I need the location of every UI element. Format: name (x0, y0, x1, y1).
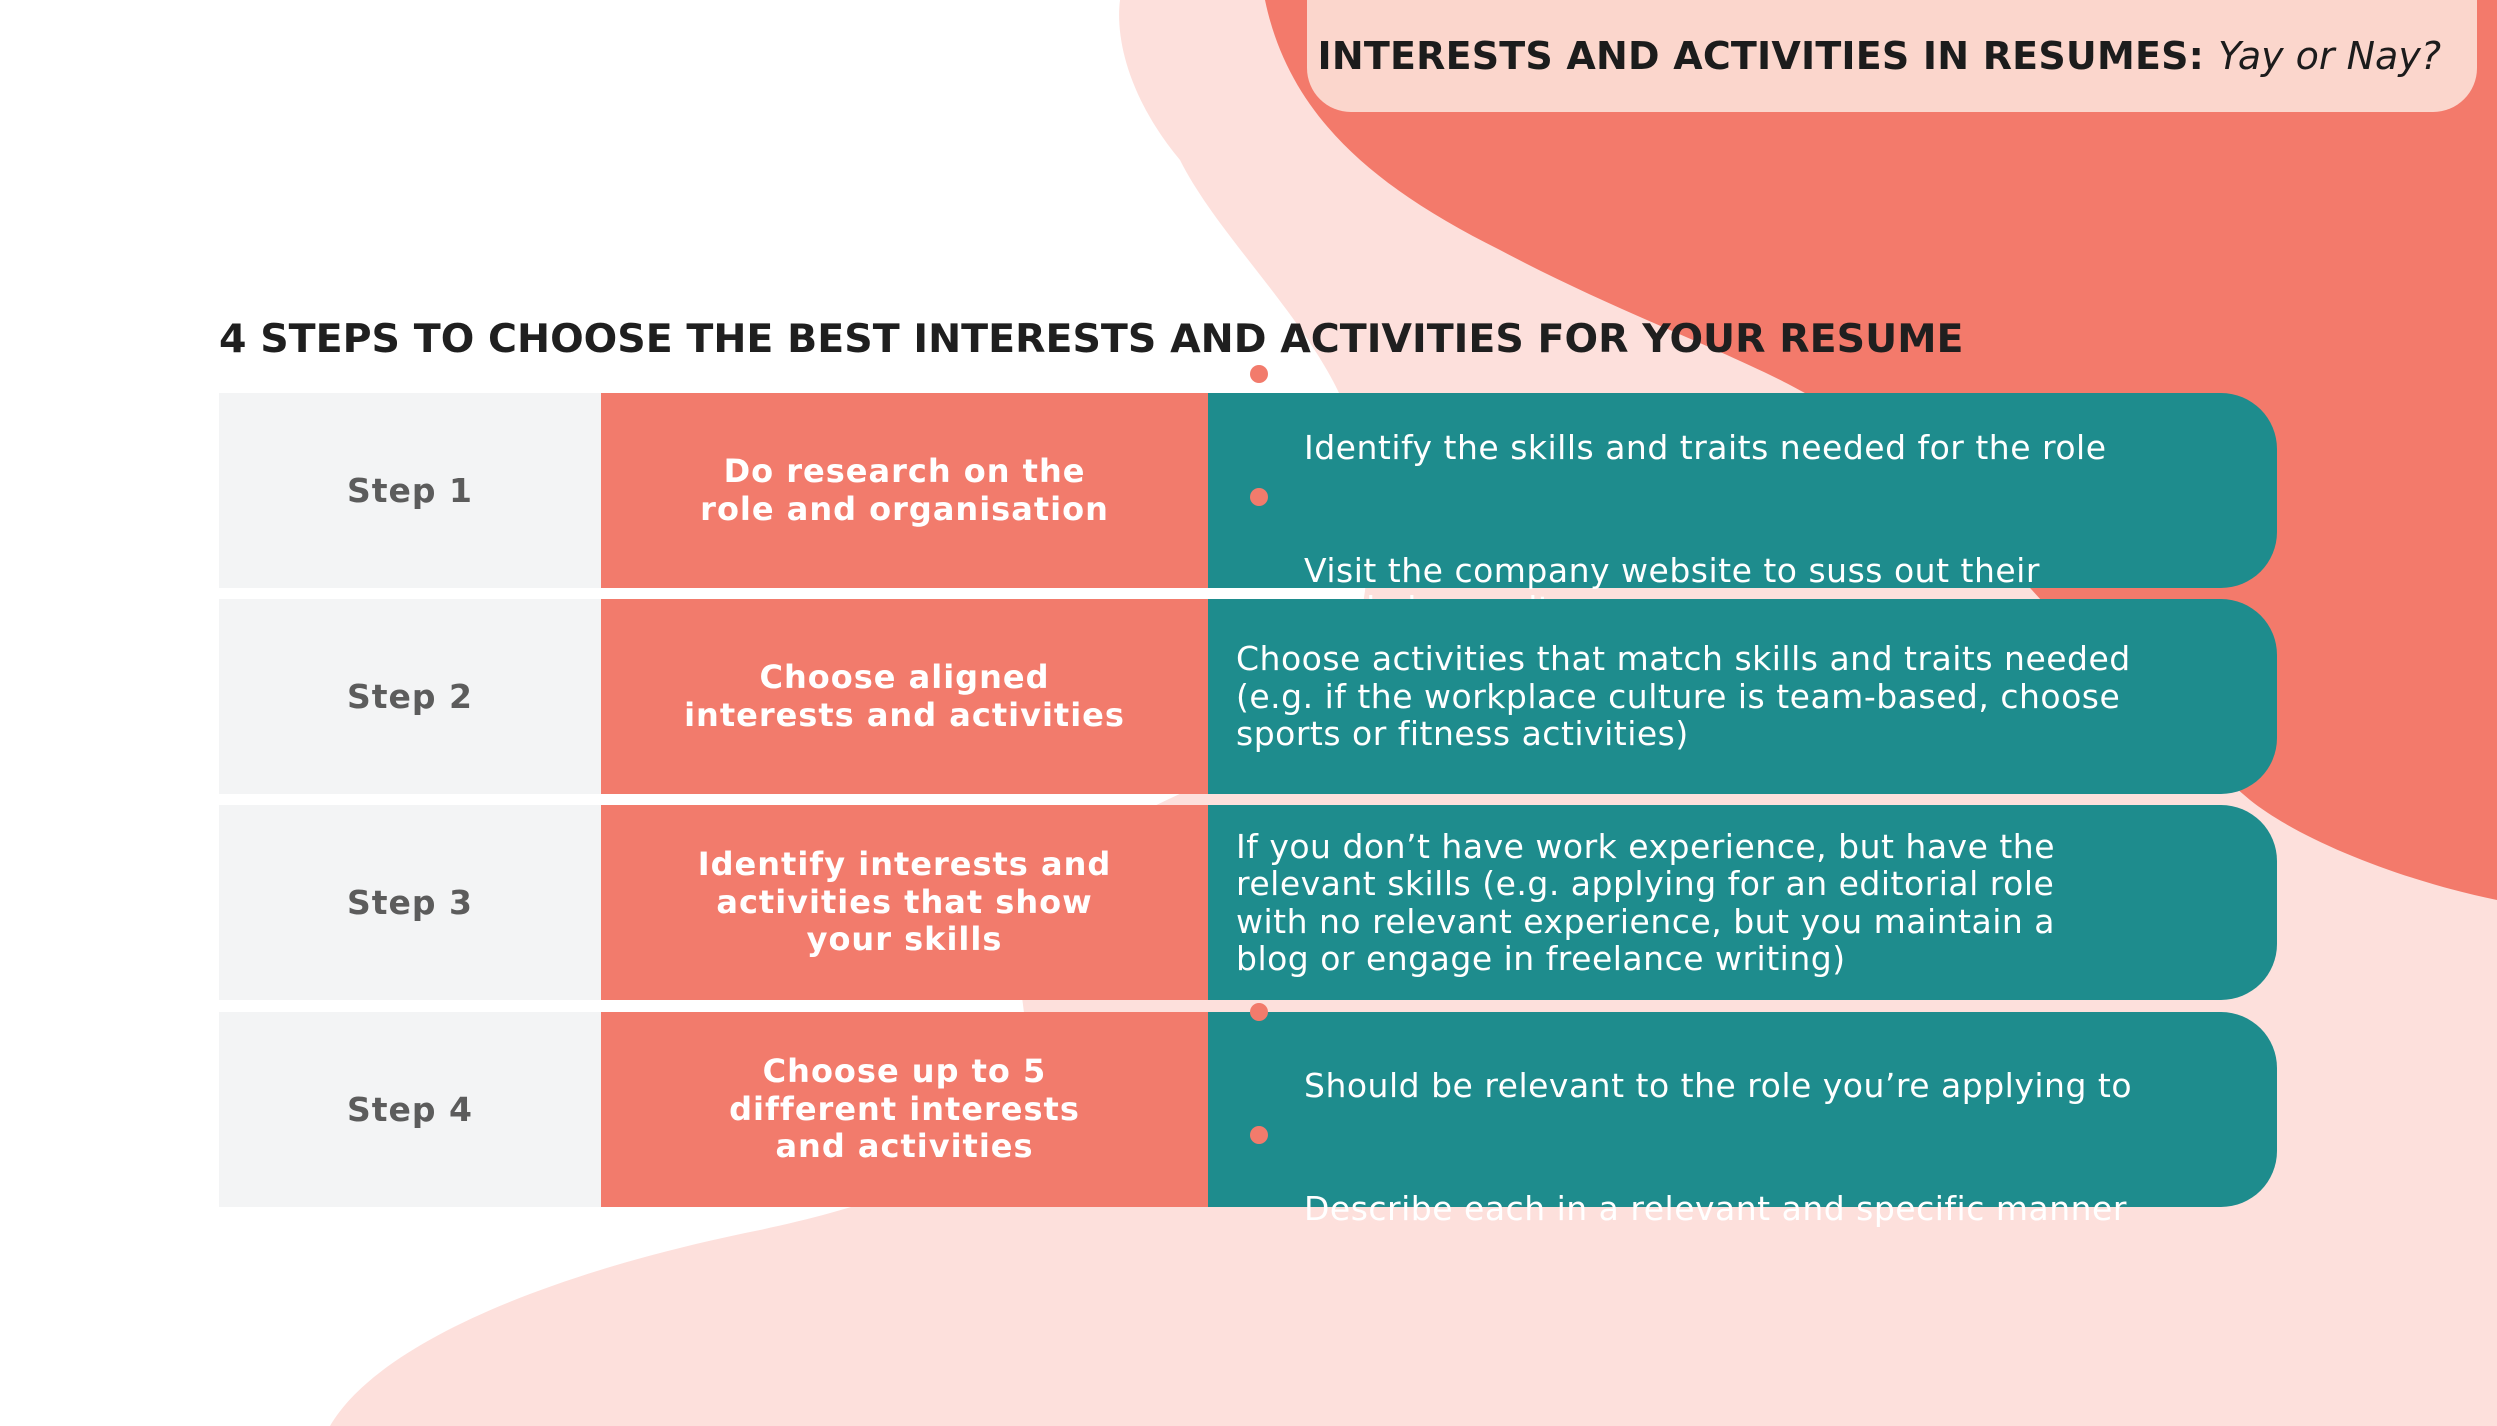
step-row (219, 393, 2277, 591)
step-details-cell (1208, 805, 2277, 1000)
header-title: INTERESTS AND ACTIVITIES IN RESUMES: (1317, 34, 2205, 78)
step-action: Choose aligned interests and activities (684, 658, 1125, 734)
bullet-list (1276, 354, 2247, 628)
bullet-text: Visit the company website to suss out their (1304, 551, 2040, 591)
step-details-cell (1208, 393, 2277, 591)
bullet-dot-icon (1250, 1126, 1268, 1144)
step-details-cell (1208, 1012, 2277, 1228)
step-label: Step 4 (347, 1090, 473, 1129)
step-action-cell (601, 599, 1208, 794)
header-subtitle: Yay or Nay? (2218, 34, 2441, 78)
header-banner (1307, 0, 2477, 112)
bullet-item (1236, 1115, 2247, 1228)
step-action-cell (601, 1012, 1208, 1207)
bullet-dot-icon (1250, 488, 1268, 506)
bullet-text: Should be relevant to the role you’re applying to (1304, 1065, 2133, 1105)
step-number-cell (219, 1012, 601, 1207)
step-row (219, 599, 2277, 794)
step-details-cell (1208, 599, 2277, 794)
bullet-item (1236, 354, 2247, 467)
bullet-list (1276, 992, 2247, 1228)
step-label: Step 1 (347, 471, 473, 510)
step-action: Choose up to 5 different interests and activities (729, 1052, 1080, 1166)
step-action-cell (601, 393, 1208, 588)
step-label: Step 2 (347, 677, 473, 716)
bullet-dot-icon (1250, 365, 1268, 383)
step-number-cell (219, 805, 601, 1000)
step-row (219, 1012, 2277, 1228)
step-number-cell (219, 393, 601, 588)
step-detail-text: If you don’t have work experience, but have the relevant skills (e.g. applying for an editorial role with no relevant experience, but you maintain a blog or engage in freelance writing) (1236, 826, 2056, 978)
bullet-item (1236, 992, 2247, 1105)
step-action-cell (601, 805, 1208, 1000)
step-row (219, 805, 2277, 1000)
step-action: Do research on the role and organisation (700, 452, 1109, 528)
bullet-text: Identify the skills and traits needed for the role (1304, 427, 2107, 467)
section-title: 4 STEPS TO CHOOSE THE BEST INTERESTS AND ACTIVITIES FOR YOUR RESUME (219, 316, 1964, 362)
step-label: Step 3 (347, 883, 473, 922)
step-action: Identify interests and activities that show your skills (697, 845, 1112, 959)
bullet-text: Describe each in a relevant and specific manner (1304, 1189, 2127, 1228)
step-number-cell (219, 599, 601, 794)
bullet-dot-icon (1250, 1003, 1268, 1021)
step-detail-text: Choose activities that match skills and traits needed (e.g. if the workplace culture is team-based, choose sports or fitness activities) (1236, 639, 2131, 754)
